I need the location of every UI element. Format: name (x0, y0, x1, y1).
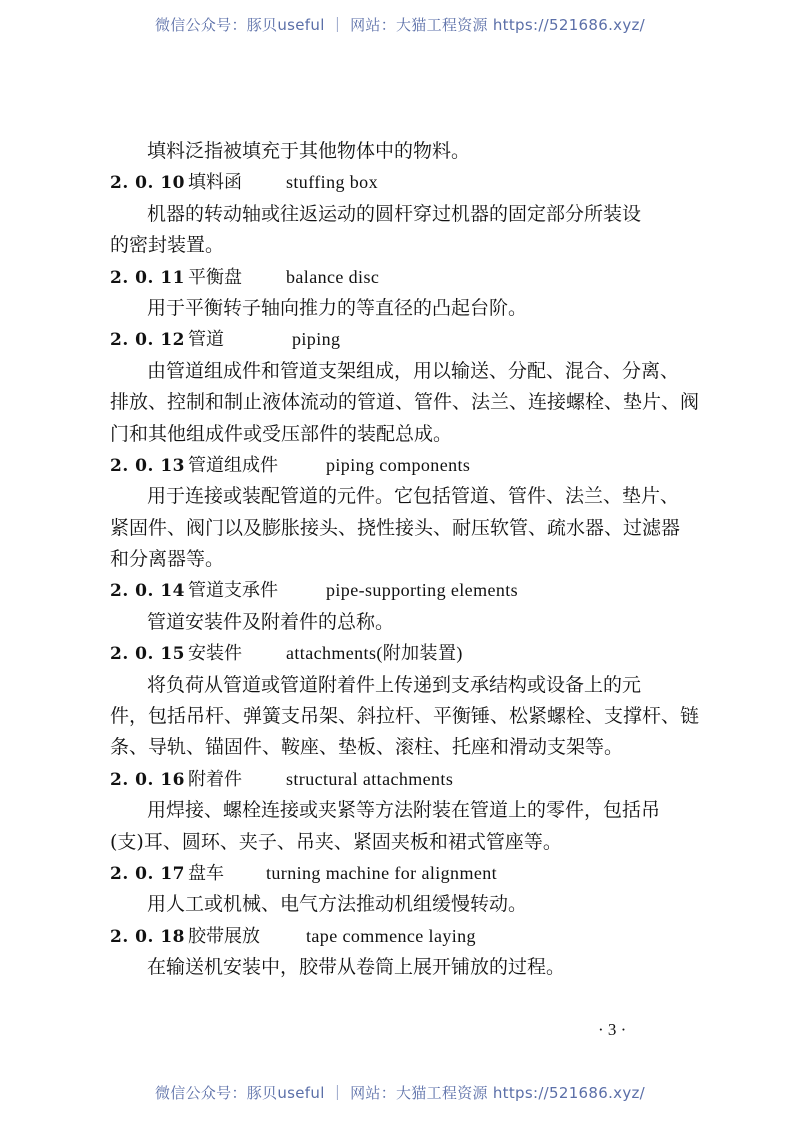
term-number: 2. 0. 17 (110, 863, 185, 884)
definition-line: 由管道组成件和管道支架组成，用以输送、分配、混合、分离、 (147, 359, 680, 382)
definition-line: 紧固件、阀门以及膨胀接头、挠性接头、耐压软管、疏水器、过滤器 (110, 516, 681, 539)
term-chinese: 填料函 (188, 172, 242, 194)
term-entry (110, 764, 690, 858)
intro-line: 填料泛指被填充于其他物体中的物料。 (147, 140, 471, 162)
definition-line: 的密封装置。 (110, 234, 225, 257)
term-heading (110, 858, 690, 889)
term-number: 2. 0. 10 (110, 173, 185, 194)
term-number: 2. 0. 11 (110, 267, 185, 288)
term-number: 2. 0. 13 (110, 455, 185, 476)
term-chinese: 附着件 (188, 768, 242, 790)
definition-line: 用人工或机械、电气方法推动机组缓慢转动。 (147, 893, 528, 916)
term-chinese: 胶带展放 (188, 925, 260, 947)
definition-line: 件，包括吊杆、弹簧支吊架、斜拉杆、平衡锤、松紧螺栓、支撑杆、链 (110, 705, 700, 728)
term-entry (110, 921, 690, 984)
term-english: stuffing box (286, 172, 378, 193)
watermark-bottom: 微信公众号：豚贝useful ｜ 网站：大猫工程资源 https://521686.xyz/ (154, 1084, 646, 1102)
term-heading (110, 324, 690, 355)
term-entry (110, 262, 690, 325)
term-number: 2. 0. 15 (110, 644, 185, 665)
term-english: balance disc (286, 266, 380, 287)
definition-line: 用于连接或装配管道的元件。它包括管道、管件、法兰、垫片、 (147, 485, 680, 508)
definition-line: 和分离器等。 (110, 548, 225, 571)
term-heading (110, 262, 690, 293)
term-english: pipe-supporting elements (326, 580, 519, 601)
term-entry (110, 450, 690, 576)
term-number: 2. 0. 18 (110, 926, 185, 947)
definition-line: 机器的转动轴或往返运动的圆杆穿过机器的固定部分所装设 (147, 202, 642, 225)
term-english: piping (292, 329, 341, 350)
definition-line: 在输送机安装中，胶带从卷筒上展开铺放的过程。 (147, 956, 566, 979)
term-english: piping components (326, 454, 471, 475)
term-number: 2. 0. 16 (110, 769, 185, 790)
term-heading (110, 450, 690, 481)
term-heading (110, 167, 690, 198)
term-english: attachments(附加装置) (286, 643, 463, 664)
term-entry (110, 858, 690, 921)
definition-line: 用于平衡转子轴向推力的等直径的凸起台阶。 (147, 296, 528, 319)
definition-line: 排放、控制和制止液体流动的管道、管件、法兰、连接螺栓、垫片、阀 (110, 391, 700, 414)
watermark-top: 微信公众号：豚贝useful ｜ 网站：大猫工程资源 https://521686.xyz/ (154, 16, 646, 34)
term-entry (110, 324, 700, 450)
term-heading (110, 764, 690, 795)
term-number: 2. 0. 12 (110, 330, 185, 351)
definition-line: 管道安装件及附着件的总称。 (147, 610, 395, 633)
term-chinese: 安装件 (188, 643, 242, 665)
term-heading (110, 575, 690, 606)
term-english: turning machine for alignment (266, 862, 498, 883)
term-heading (110, 921, 690, 952)
terms-list (110, 167, 700, 983)
definition-line: 用焊接、螺栓连接或夹紧等方法附装在管道上的零件，包括吊 (147, 799, 661, 822)
definition-line: 条、导轨、锚固件、鞍座、垫板、滚柱、托座和滑动支架等。 (110, 736, 624, 759)
page-number: · 3 · (598, 1020, 627, 1039)
term-entry (110, 575, 690, 638)
term-entry (110, 638, 700, 764)
term-chinese: 管道 (188, 329, 224, 351)
definition-line: 将负荷从管道或管道附着件上传递到支承结构或设备上的元 (147, 673, 642, 696)
term-chinese: 平衡盘 (188, 266, 242, 288)
document-body (110, 136, 700, 984)
term-number: 2. 0. 14 (110, 581, 185, 602)
definition-line: 门和其他组成件或受压部件的装配总成。 (110, 422, 453, 445)
term-chinese: 盘车 (188, 862, 224, 884)
definition-line: (支)耳、圆环、夹子、吊夹、紧固夹板和裙式管座等。 (110, 830, 562, 853)
term-english: structural attachments (286, 768, 454, 789)
term-chinese: 管道支承件 (188, 580, 278, 602)
term-entry (110, 167, 690, 261)
term-chinese: 管道组成件 (188, 454, 278, 476)
term-heading (110, 638, 690, 669)
term-english: tape commence laying (306, 925, 476, 946)
